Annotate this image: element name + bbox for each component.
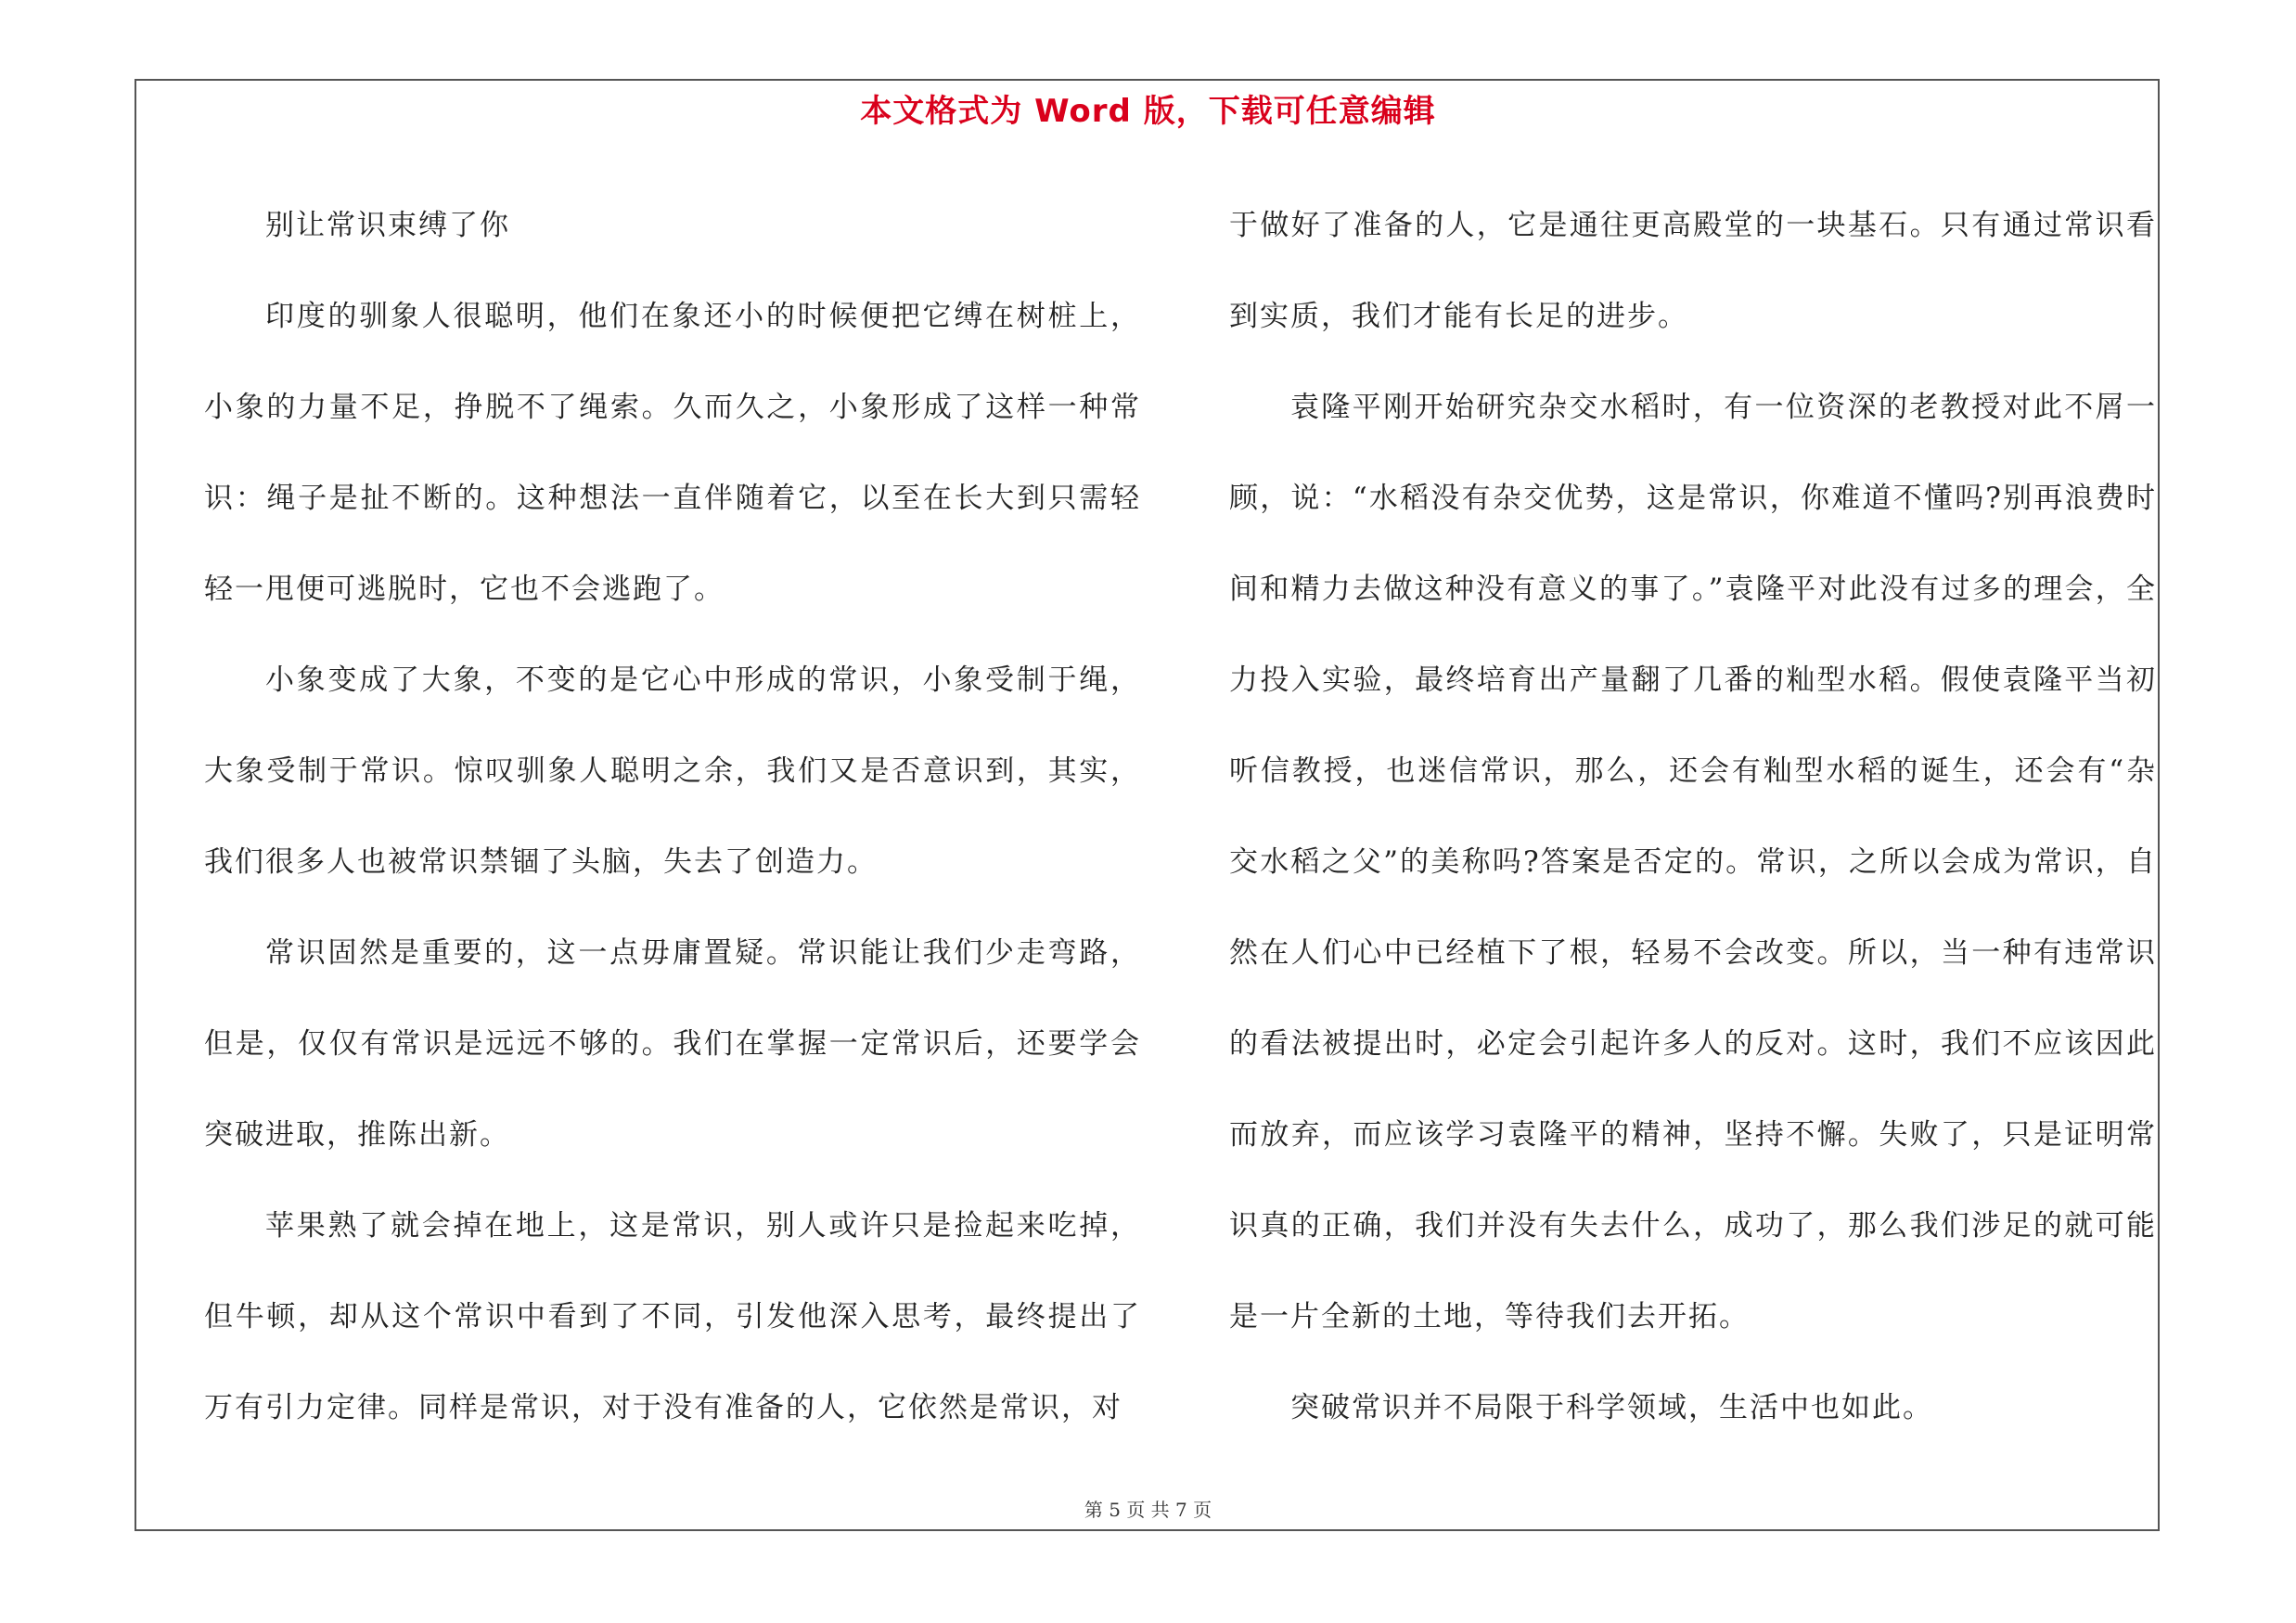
paragraph-4: 苹果熟了就会掉在地上，这是常识，别人或许只是捡起来吃掉，但牛顿，却从这个常识中看到了不同，引发他深入思考，最终提出了万有引力定律。同样是常识，对于没有准备的人，它依然是常识，对 <box>204 1209 1141 1424</box>
paragraph-2: 小象变成了大象，不变的是它心中形成的常识，小象受制于绳，大象受制于常识。惊叹驯象人聪明之余，我们又是否意识到，其实，我们很多人也被常识禁锢了头脑，失去了创造力。 <box>204 663 1141 879</box>
format-banner: 本文格式为 Word 版，下载可任意编辑 <box>860 93 1436 130</box>
paragraph-1: 印度的驯象人很聪明，他们在象还小的时候便把它缚在树桩上，小象的力量不足，挣脱不了绳索。久而久之，小象形成了这样一种常识：绳子是扯不断的。这种想法一直伴随着它，以至在长大到只需轻轻一甩便可逃脱时，它也不会逃跑了。 <box>204 300 1141 606</box>
essay-title: 别让常识束缚了你 <box>265 209 510 242</box>
page-number: 第 5 页 共 7 页 <box>1084 1499 1212 1521</box>
paragraph-5: 袁隆平刚开始研究杂交水稻时，有一位资深的老教授对此不屑一顾，说：“水稻没有杂交优势，这是常识，你难道不懂吗?别再浪费时间和精力去做这种没有意义的事了。”袁隆平对此没有过多的理会，全力投入实验，最终培育出产量翻了几番的籼型水稻。假使袁隆平当初听信教授，也迷信常识，那么，还会有籼型水稻的诞生，还会有“杂交水稻之父”的美称吗?答案是否定的。常识，之所以会成为常识，自然在人们心中已经植下了根，轻易不会改变。所以，当一种有违常识的看法被提出时，必定会引起许多人的反对。这时，我们不应该因此而放弃，而应该学习袁隆平的精神，坚持不懈。失败了，只是证明常识真的正确，我们并没有失去什么，成功了，那么我们涉足的就可能是一片全新的土地，等待我们去开拓。 <box>1229 391 2157 1333</box>
paragraph-6: 突破常识并不局限于科学领域，生活中也如此。 <box>1290 1391 1933 1424</box>
left-column <box>204 180 1141 1453</box>
paragraph-4-continued: 于做好了准备的人，它是通往更高殿堂的一块基石。只有通过常识看到实质，我们才能有长足的进步。 <box>1229 209 2157 333</box>
paragraph-3: 常识固然是重要的，这一点毋庸置疑。常识能让我们少走弯路，但是，仅仅有常识是远远不够的。我们在掌握一定常识后，还要学会突破进取，推陈出新。 <box>204 936 1141 1152</box>
right-column <box>1229 180 2157 1453</box>
